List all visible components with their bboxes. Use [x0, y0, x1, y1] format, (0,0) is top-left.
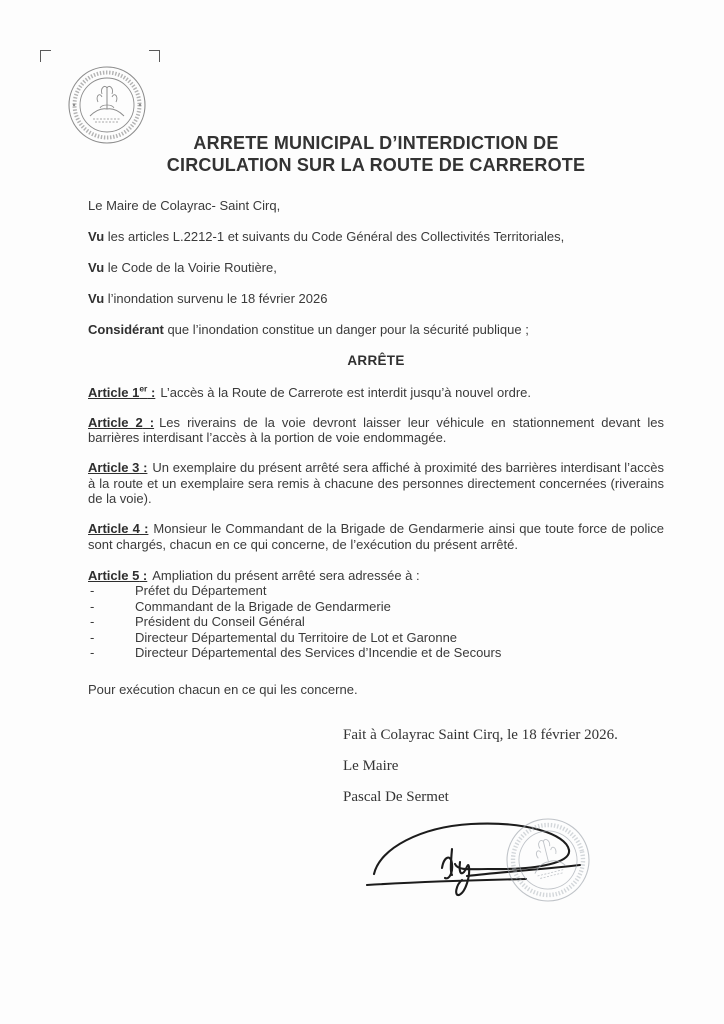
article-4-label: Article 4 : — [88, 521, 149, 536]
vu-keyword: Vu — [88, 291, 105, 306]
municipal-stamp-icon — [488, 800, 608, 920]
title-line-2: CIRCULATION SUR LA ROUTE DE CARREROTE — [166, 155, 586, 175]
article-5-label: Article 5 : — [88, 567, 148, 583]
distribution-list-item — [88, 614, 664, 630]
article-5-text: Ampliation du présent arrêté sera adressée à : — [152, 567, 420, 583]
vu-line-3 — [88, 291, 664, 307]
document-body — [88, 132, 664, 697]
vu-line-2 — [88, 260, 664, 276]
arrete-heading: ARRÊTE — [347, 353, 405, 368]
crop-mark-left-icon — [40, 50, 51, 62]
mayor-title-line: Le Maire — [343, 758, 399, 774]
list-item-text: Président du Conseil Général — [135, 614, 305, 629]
distribution-list-item — [88, 599, 664, 615]
article-5-paragraph — [88, 568, 664, 584]
list-dash: - — [90, 598, 95, 614]
list-item-text: Directeur Départemental du Territoire de Lot et Garonne — [135, 629, 458, 645]
list-dash: - — [90, 583, 95, 598]
place-date-line: Fait à Colayrac Saint Cirq, le 18 février 2026. — [343, 727, 618, 743]
title-line-1: ARRETE MUNICIPAL D’INTERDICTION DE — [193, 133, 559, 153]
article-4-text: Monsieur le Commandant de la Brigade de Gendarmerie ainsi que toute force de police sont chargés, chacun en ce qui concerne, de l’exécution du présent arrêté. — [88, 521, 664, 552]
opening-line: Le Maire de Colayrac- Saint Cirq, — [88, 198, 281, 213]
vu-line-1 — [88, 229, 664, 245]
article-1-paragraph — [88, 385, 664, 401]
distribution-list-item — [88, 645, 664, 661]
article-4-paragraph — [88, 521, 664, 552]
vu-keyword: Vu — [88, 260, 105, 275]
article-3-paragraph — [88, 460, 664, 507]
vu-text: le Code de la Voirie Routière, — [104, 260, 277, 275]
vu-text: les articles L.2212-1 et suivants du Code Général des Collectivités Territoriales, — [104, 229, 565, 244]
article-3-text: Un exemplaire du présent arrêté sera affiché à proximité des barrières interdisant l’accès à la route et un exemplaire sera remis à chacune des personnes directement concernées (riverains de la voie). — [88, 460, 664, 506]
list-dash: - — [90, 629, 95, 645]
article-2-text: Les riverains de la voie devront laisser leur véhicule en stationnement devant les barrières interdisant l’accès à la portion de voie endommagée. — [88, 414, 664, 445]
article-2-paragraph — [88, 415, 664, 446]
vu-text: l’inondation survenu le 18 février 2026 — [104, 291, 328, 306]
distribution-list-item — [88, 583, 664, 599]
list-item-text: Préfet du Département — [135, 583, 267, 598]
distribution-list — [88, 583, 664, 661]
list-dash: - — [90, 614, 95, 629]
document-title — [88, 132, 664, 176]
signatory-name-line: Pascal De Sermet — [343, 789, 449, 805]
article-2-label: Article 2 : — [88, 414, 155, 430]
list-dash: - — [90, 645, 95, 660]
distribution-list-item — [88, 630, 664, 646]
considerant-line — [88, 322, 664, 338]
list-item-text: Commandant de la Brigade de Gendarmerie — [135, 598, 391, 614]
crop-mark-right-icon — [149, 50, 160, 62]
article-1-label: Article 1er : — [88, 383, 156, 400]
vu-keyword: Vu — [88, 229, 105, 244]
list-item-text: Directeur Départemental des Services d’Incendie et de Secours — [135, 645, 502, 660]
considerant-text: que l’inondation constitue un danger pour la sécurité publique ; — [163, 322, 529, 337]
closing-line: Pour exécution chacun en ce qui les concerne. — [88, 681, 358, 697]
article-3-label: Article 3 : — [88, 460, 148, 475]
article-1-text: L’accès à la Route de Carrerote est interdit jusqu’à nouvel ordre. — [160, 384, 532, 400]
considerant-keyword: Considérant — [88, 322, 164, 337]
